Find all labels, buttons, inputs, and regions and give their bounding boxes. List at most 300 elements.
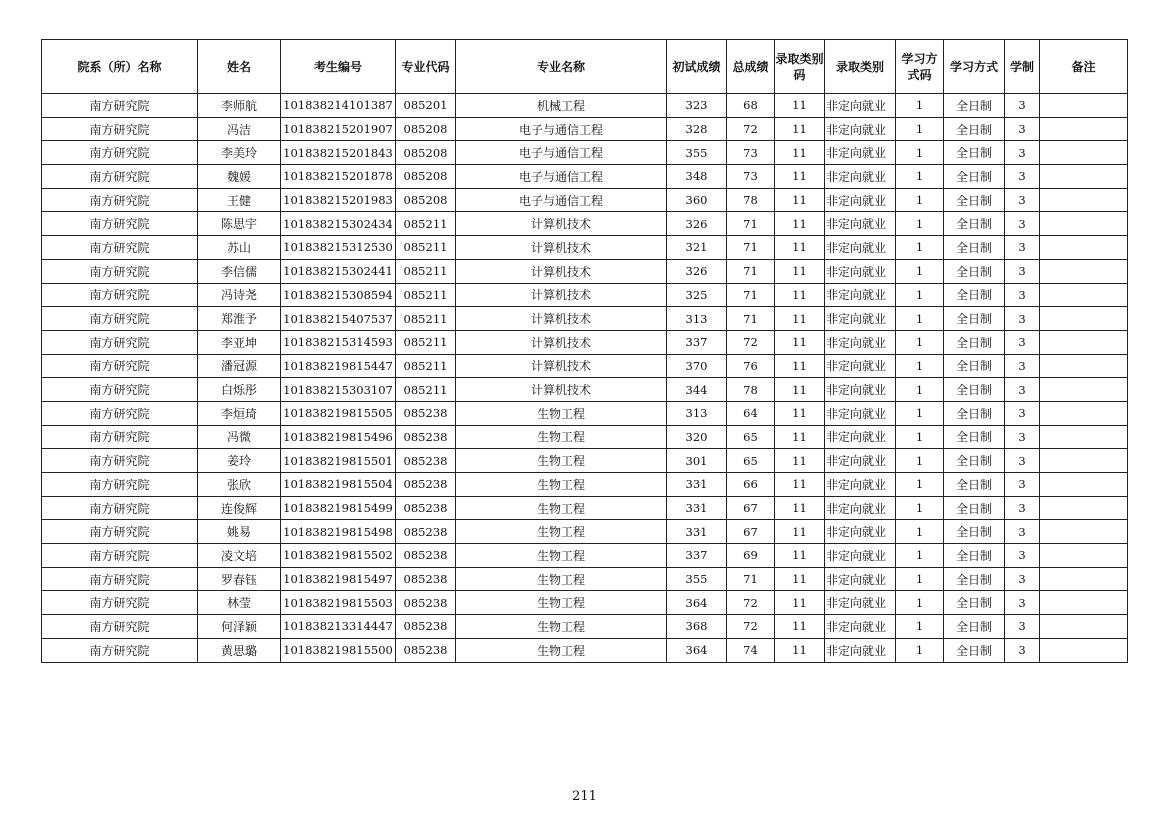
remarks-cell — [1040, 212, 1128, 236]
major-name-cell: 生物工程 — [456, 401, 667, 425]
total-score-cell: 78 — [727, 378, 775, 402]
dept-cell: 南方研究院 — [42, 330, 198, 354]
dept-cell: 南方研究院 — [42, 615, 198, 639]
duration-cell: 3 — [1005, 473, 1040, 497]
major-name-header: 专业名称 — [456, 40, 667, 94]
major-name-cell: 生物工程 — [456, 496, 667, 520]
admission-type-cell: 非定向就业 — [825, 449, 896, 473]
study-mode-code-cell: 1 — [896, 165, 944, 189]
admission-type-cell: 非定向就业 — [825, 330, 896, 354]
major-code-cell: 085208 — [396, 188, 456, 212]
study-mode-cell: 全日制 — [944, 330, 1005, 354]
admission-type-cell: 非定向就业 — [825, 378, 896, 402]
admission-type-code-cell: 11 — [775, 615, 825, 639]
exam-id-cell: 101838215201878 — [281, 165, 396, 189]
major-name-cell: 生物工程 — [456, 425, 667, 449]
major-name-cell: 计算机技术 — [456, 212, 667, 236]
exam-id-cell: 101838215308594 — [281, 283, 396, 307]
admission-type-cell: 非定向就业 — [825, 544, 896, 568]
total-score-cell: 71 — [727, 236, 775, 260]
admission-type-code-cell: 11 — [775, 520, 825, 544]
exam-id-cell: 101838215303107 — [281, 378, 396, 402]
exam-id-cell: 101838219815502 — [281, 544, 396, 568]
admission-type-cell: 非定向就业 — [825, 165, 896, 189]
dept-cell: 南方研究院 — [42, 425, 198, 449]
study-mode-cell: 全日制 — [944, 212, 1005, 236]
dept-cell: 南方研究院 — [42, 638, 198, 662]
major-name-cell: 生物工程 — [456, 544, 667, 568]
remarks-cell — [1040, 401, 1128, 425]
name-cell: 李烜琦 — [198, 401, 281, 425]
total-score-cell: 78 — [727, 188, 775, 212]
study-mode-cell: 全日制 — [944, 473, 1005, 497]
total-score-cell: 72 — [727, 615, 775, 639]
table-row — [42, 567, 1128, 591]
admission-type-cell: 非定向就业 — [825, 520, 896, 544]
major-name-cell: 生物工程 — [456, 638, 667, 662]
study-mode-code-cell: 1 — [896, 307, 944, 331]
remarks-cell — [1040, 307, 1128, 331]
dept-cell: 南方研究院 — [42, 591, 198, 615]
major-code-cell: 085238 — [396, 401, 456, 425]
duration-cell: 3 — [1005, 94, 1040, 118]
duration-cell: 3 — [1005, 283, 1040, 307]
remarks-cell — [1040, 473, 1128, 497]
admission-type-cell: 非定向就业 — [825, 188, 896, 212]
exam-id-cell: 101838215314593 — [281, 330, 396, 354]
total-score-cell: 64 — [727, 401, 775, 425]
dept-cell: 南方研究院 — [42, 354, 198, 378]
admission-type-cell: 非定向就业 — [825, 473, 896, 497]
exam-id-cell: 101838219815497 — [281, 567, 396, 591]
major-name-cell: 生物工程 — [456, 520, 667, 544]
initial-score-cell: 355 — [667, 141, 727, 165]
name-cell: 白烁彤 — [198, 378, 281, 402]
admission-type-code-cell: 11 — [775, 638, 825, 662]
initial-score-cell: 326 — [667, 212, 727, 236]
total-score-cell: 73 — [727, 141, 775, 165]
admission-type-cell: 非定向就业 — [825, 94, 896, 118]
admission-type-code-cell: 11 — [775, 401, 825, 425]
initial-score-cell: 364 — [667, 591, 727, 615]
study-mode-code-cell: 1 — [896, 567, 944, 591]
study-mode-code-cell: 1 — [896, 330, 944, 354]
total-score-cell: 65 — [727, 425, 775, 449]
admission-type-cell: 非定向就业 — [825, 117, 896, 141]
major-code-cell: 085201 — [396, 94, 456, 118]
major-name-cell: 生物工程 — [456, 591, 667, 615]
total-score-cell: 71 — [727, 259, 775, 283]
duration-cell: 3 — [1005, 425, 1040, 449]
admission-type-code-cell: 11 — [775, 567, 825, 591]
exam-id-cell: 101838215407537 — [281, 307, 396, 331]
name-cell: 黄思璐 — [198, 638, 281, 662]
dept-cell: 南方研究院 — [42, 212, 198, 236]
duration-cell: 3 — [1005, 520, 1040, 544]
duration-cell: 3 — [1005, 567, 1040, 591]
study-mode-code-cell: 1 — [896, 496, 944, 520]
duration-cell: 3 — [1005, 496, 1040, 520]
name-cell: 魏媛 — [198, 165, 281, 189]
major-name-cell: 计算机技术 — [456, 307, 667, 331]
table-row — [42, 591, 1128, 615]
header-row — [42, 40, 1128, 94]
study-mode-cell: 全日制 — [944, 354, 1005, 378]
total-score-cell: 72 — [727, 330, 775, 354]
remarks-cell — [1040, 330, 1128, 354]
admission-type-cell: 非定向就业 — [825, 236, 896, 260]
name-header: 姓名 — [198, 40, 281, 94]
exam-id-cell: 101838219815503 — [281, 591, 396, 615]
remarks-cell — [1040, 638, 1128, 662]
name-cell: 连俊辉 — [198, 496, 281, 520]
admission-type-code-cell: 11 — [775, 165, 825, 189]
exam-id-cell: 101838219815496 — [281, 425, 396, 449]
study-mode-code-cell: 1 — [896, 188, 944, 212]
admission-type-code-cell: 11 — [775, 544, 825, 568]
exam-id-cell: 101838219815500 — [281, 638, 396, 662]
exam-id-header: 考生编号 — [281, 40, 396, 94]
remarks-cell — [1040, 283, 1128, 307]
dept-cell: 南方研究院 — [42, 496, 198, 520]
initial-score-cell: 326 — [667, 259, 727, 283]
table-row — [42, 307, 1128, 331]
initial-score-cell: 364 — [667, 638, 727, 662]
initial-score-cell: 323 — [667, 94, 727, 118]
name-cell: 王健 — [198, 188, 281, 212]
study-mode-code-cell: 1 — [896, 591, 944, 615]
major-name-cell: 计算机技术 — [456, 259, 667, 283]
study-mode-cell: 全日制 — [944, 236, 1005, 260]
major-name-cell: 电子与通信工程 — [456, 188, 667, 212]
initial-score-cell: 344 — [667, 378, 727, 402]
dept-cell: 南方研究院 — [42, 141, 198, 165]
study-mode-code-cell: 1 — [896, 212, 944, 236]
admission-type-code-cell: 11 — [775, 496, 825, 520]
remarks-cell — [1040, 425, 1128, 449]
dept-cell: 南方研究院 — [42, 94, 198, 118]
total-score-cell: 74 — [727, 638, 775, 662]
admission-type-code-cell: 11 — [775, 236, 825, 260]
table-row — [42, 449, 1128, 473]
table-row — [42, 94, 1128, 118]
study-mode-code-cell: 1 — [896, 401, 944, 425]
table-row — [42, 330, 1128, 354]
initial-score-cell: 331 — [667, 473, 727, 497]
initial-score-cell: 368 — [667, 615, 727, 639]
remarks-cell — [1040, 354, 1128, 378]
study-mode-cell: 全日制 — [944, 94, 1005, 118]
duration-cell: 3 — [1005, 615, 1040, 639]
major-name-cell: 生物工程 — [456, 473, 667, 497]
table-row — [42, 378, 1128, 402]
table-body — [42, 94, 1128, 663]
total-score-cell: 67 — [727, 496, 775, 520]
initial-score-cell: 337 — [667, 330, 727, 354]
major-code-cell: 085211 — [396, 307, 456, 331]
total-score-cell: 65 — [727, 449, 775, 473]
name-cell: 冯洁 — [198, 117, 281, 141]
table-row — [42, 117, 1128, 141]
duration-cell: 3 — [1005, 378, 1040, 402]
initial-score-cell: 301 — [667, 449, 727, 473]
study-mode-cell: 全日制 — [944, 638, 1005, 662]
initial-score-cell: 360 — [667, 188, 727, 212]
dept-cell: 南方研究院 — [42, 401, 198, 425]
study-mode-header: 学习方式 — [944, 40, 1005, 94]
admission-table — [41, 39, 1128, 663]
major-code-cell: 085238 — [396, 638, 456, 662]
exam-id-cell: 101838219815504 — [281, 473, 396, 497]
table-row — [42, 188, 1128, 212]
exam-id-cell: 101838219815447 — [281, 354, 396, 378]
major-code-cell: 085238 — [396, 567, 456, 591]
admission-type-code-cell: 11 — [775, 449, 825, 473]
major-code-cell: 085238 — [396, 473, 456, 497]
admission-type-code-cell: 11 — [775, 473, 825, 497]
study-mode-code-cell: 1 — [896, 354, 944, 378]
total-score-cell: 67 — [727, 520, 775, 544]
name-cell: 潘冠源 — [198, 354, 281, 378]
remarks-cell — [1040, 188, 1128, 212]
major-code-cell: 085211 — [396, 354, 456, 378]
duration-cell: 3 — [1005, 330, 1040, 354]
major-code-cell: 085208 — [396, 165, 456, 189]
total-score-cell: 69 — [727, 544, 775, 568]
admission-type-code-cell: 11 — [775, 591, 825, 615]
initial-score-cell: 313 — [667, 401, 727, 425]
remarks-cell — [1040, 544, 1128, 568]
total-score-cell: 76 — [727, 354, 775, 378]
table-row — [42, 259, 1128, 283]
initial-score-cell: 321 — [667, 236, 727, 260]
total-score-cell: 66 — [727, 473, 775, 497]
study-mode-cell: 全日制 — [944, 591, 1005, 615]
study-mode-code-cell: 1 — [896, 615, 944, 639]
admission-type-code-cell: 11 — [775, 378, 825, 402]
remarks-cell — [1040, 165, 1128, 189]
name-cell: 冯微 — [198, 425, 281, 449]
table-row — [42, 615, 1128, 639]
dept-cell: 南方研究院 — [42, 307, 198, 331]
study-mode-code-cell: 1 — [896, 520, 944, 544]
remarks-cell — [1040, 520, 1128, 544]
table-row — [42, 212, 1128, 236]
name-cell: 何泽颖 — [198, 615, 281, 639]
major-name-cell: 生物工程 — [456, 449, 667, 473]
table-row — [42, 544, 1128, 568]
admission-type-code-header: 录取类别码 — [775, 40, 825, 94]
name-cell: 张欣 — [198, 473, 281, 497]
total-score-cell: 71 — [727, 212, 775, 236]
dept-cell: 南方研究院 — [42, 165, 198, 189]
major-name-cell: 机械工程 — [456, 94, 667, 118]
study-mode-cell: 全日制 — [944, 283, 1005, 307]
duration-cell: 3 — [1005, 117, 1040, 141]
study-mode-cell: 全日制 — [944, 567, 1005, 591]
study-mode-code-cell: 1 — [896, 94, 944, 118]
admission-type-code-cell: 11 — [775, 307, 825, 331]
remarks-cell — [1040, 496, 1128, 520]
dept-cell: 南方研究院 — [42, 473, 198, 497]
table-row — [42, 283, 1128, 307]
study-mode-code-cell: 1 — [896, 638, 944, 662]
dept-header: 院系（所）名称 — [42, 40, 198, 94]
admission-type-cell: 非定向就业 — [825, 354, 896, 378]
total-score-cell: 71 — [727, 307, 775, 331]
name-cell: 李师航 — [198, 94, 281, 118]
name-cell: 罗春钰 — [198, 567, 281, 591]
study-mode-code-cell: 1 — [896, 378, 944, 402]
total-score-cell: 73 — [727, 165, 775, 189]
duration-cell: 3 — [1005, 188, 1040, 212]
admission-type-cell: 非定向就业 — [825, 401, 896, 425]
admission-type-cell: 非定向就业 — [825, 615, 896, 639]
dept-cell: 南方研究院 — [42, 544, 198, 568]
study-mode-cell: 全日制 — [944, 165, 1005, 189]
remarks-cell — [1040, 591, 1128, 615]
total-score-cell: 72 — [727, 591, 775, 615]
name-cell: 姚易 — [198, 520, 281, 544]
study-mode-code-cell: 1 — [896, 473, 944, 497]
admission-type-cell: 非定向就业 — [825, 567, 896, 591]
table-row — [42, 354, 1128, 378]
name-cell: 林莹 — [198, 591, 281, 615]
name-cell: 李信儒 — [198, 259, 281, 283]
dept-cell: 南方研究院 — [42, 283, 198, 307]
major-name-cell: 计算机技术 — [456, 236, 667, 260]
name-cell: 冯诗尧 — [198, 283, 281, 307]
exam-id-cell: 101838215302434 — [281, 212, 396, 236]
table-row — [42, 236, 1128, 260]
duration-cell: 3 — [1005, 544, 1040, 568]
initial-score-cell: 328 — [667, 117, 727, 141]
major-code-header: 专业代码 — [396, 40, 456, 94]
study-mode-cell: 全日制 — [944, 307, 1005, 331]
admission-type-cell: 非定向就业 — [825, 638, 896, 662]
dept-cell: 南方研究院 — [42, 188, 198, 212]
remarks-cell — [1040, 378, 1128, 402]
table-row — [42, 425, 1128, 449]
remarks-cell — [1040, 449, 1128, 473]
major-code-cell: 085211 — [396, 236, 456, 260]
major-code-cell: 085238 — [396, 520, 456, 544]
admission-type-cell: 非定向就业 — [825, 141, 896, 165]
study-mode-cell: 全日制 — [944, 188, 1005, 212]
exam-id-cell: 101838219815498 — [281, 520, 396, 544]
exam-id-cell: 101838214101387 — [281, 94, 396, 118]
remarks-cell — [1040, 259, 1128, 283]
table-row — [42, 401, 1128, 425]
remarks-cell — [1040, 117, 1128, 141]
study-mode-code-cell: 1 — [896, 544, 944, 568]
duration-header: 学制 — [1005, 40, 1040, 94]
exam-id-cell: 101838215302441 — [281, 259, 396, 283]
major-code-cell: 085238 — [396, 496, 456, 520]
major-name-cell: 生物工程 — [456, 567, 667, 591]
dept-cell: 南方研究院 — [42, 259, 198, 283]
dept-cell: 南方研究院 — [42, 378, 198, 402]
initial-score-cell: 331 — [667, 496, 727, 520]
initial-score-cell: 337 — [667, 544, 727, 568]
initial-score-cell: 348 — [667, 165, 727, 189]
major-name-cell: 电子与通信工程 — [456, 117, 667, 141]
major-code-cell: 085238 — [396, 544, 456, 568]
total-score-cell: 72 — [727, 117, 775, 141]
duration-cell: 3 — [1005, 236, 1040, 260]
study-mode-code-cell: 1 — [896, 259, 944, 283]
admission-type-cell: 非定向就业 — [825, 259, 896, 283]
study-mode-code-cell: 1 — [896, 117, 944, 141]
study-mode-cell: 全日制 — [944, 615, 1005, 639]
admission-type-code-cell: 11 — [775, 425, 825, 449]
table-row — [42, 141, 1128, 165]
name-cell: 凌文培 — [198, 544, 281, 568]
table-row — [42, 496, 1128, 520]
major-name-cell: 生物工程 — [456, 615, 667, 639]
study-mode-cell: 全日制 — [944, 117, 1005, 141]
study-mode-cell: 全日制 — [944, 259, 1005, 283]
duration-cell: 3 — [1005, 591, 1040, 615]
name-cell: 李亚坤 — [198, 330, 281, 354]
major-code-cell: 085238 — [396, 449, 456, 473]
study-mode-cell: 全日制 — [944, 425, 1005, 449]
initial-score-cell: 325 — [667, 283, 727, 307]
major-code-cell: 085238 — [396, 591, 456, 615]
duration-cell: 3 — [1005, 165, 1040, 189]
initial-score-cell: 355 — [667, 567, 727, 591]
remarks-cell — [1040, 94, 1128, 118]
dept-cell: 南方研究院 — [42, 236, 198, 260]
exam-id-cell: 101838219815499 — [281, 496, 396, 520]
admission-type-cell: 非定向就业 — [825, 212, 896, 236]
study-mode-cell: 全日制 — [944, 141, 1005, 165]
initial-score-cell: 370 — [667, 354, 727, 378]
major-code-cell: 085208 — [396, 117, 456, 141]
study-mode-cell: 全日制 — [944, 449, 1005, 473]
major-code-cell: 085238 — [396, 615, 456, 639]
name-cell: 苏山 — [198, 236, 281, 260]
initial-score-cell: 331 — [667, 520, 727, 544]
duration-cell: 3 — [1005, 449, 1040, 473]
study-mode-code-cell: 1 — [896, 283, 944, 307]
dept-cell: 南方研究院 — [42, 117, 198, 141]
exam-id-cell: 101838215201907 — [281, 117, 396, 141]
study-mode-code-cell: 1 — [896, 425, 944, 449]
name-cell: 郑淮予 — [198, 307, 281, 331]
admission-type-header: 录取类别 — [825, 40, 896, 94]
admission-type-code-cell: 11 — [775, 259, 825, 283]
name-cell: 陈思宇 — [198, 212, 281, 236]
name-cell: 李美玲 — [198, 141, 281, 165]
initial-score-header: 初试成绩 — [667, 40, 727, 94]
table-row — [42, 638, 1128, 662]
study-mode-code-header: 学习方式码 — [896, 40, 944, 94]
total-score-header: 总成绩 — [727, 40, 775, 94]
admission-type-cell: 非定向就业 — [825, 283, 896, 307]
admission-type-cell: 非定向就业 — [825, 591, 896, 615]
major-name-cell: 计算机技术 — [456, 378, 667, 402]
table-row — [42, 520, 1128, 544]
major-code-cell: 085211 — [396, 283, 456, 307]
duration-cell: 3 — [1005, 354, 1040, 378]
study-mode-code-cell: 1 — [896, 141, 944, 165]
admission-type-cell: 非定向就业 — [825, 425, 896, 449]
study-mode-cell: 全日制 — [944, 378, 1005, 402]
duration-cell: 3 — [1005, 307, 1040, 331]
major-name-cell: 计算机技术 — [456, 283, 667, 307]
major-name-cell: 电子与通信工程 — [456, 141, 667, 165]
